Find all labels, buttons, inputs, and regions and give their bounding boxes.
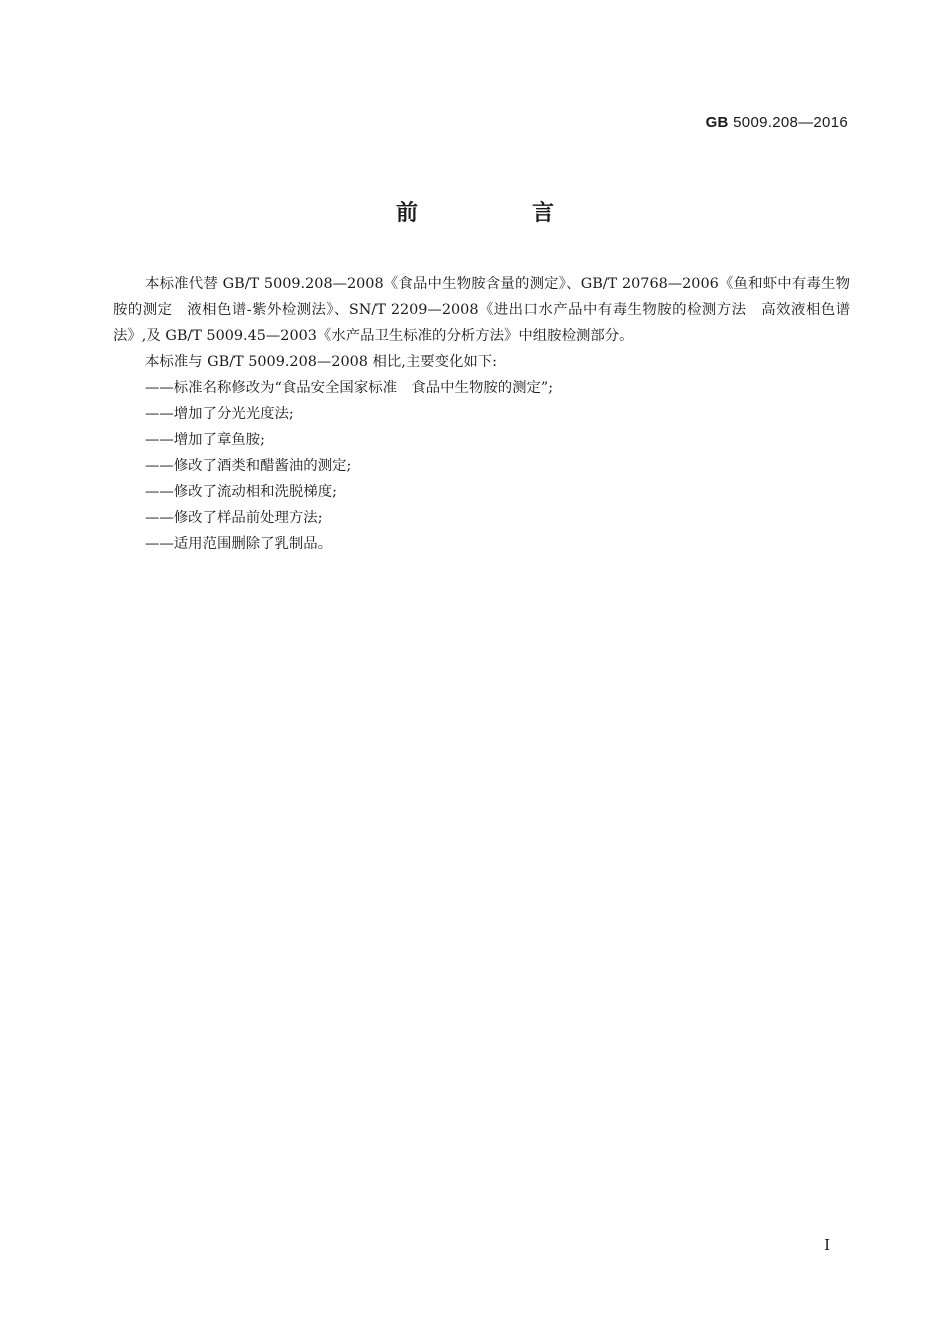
- standard-code-number: 5009.208—2016: [733, 114, 848, 131]
- standard-code: [706, 114, 848, 131]
- list-item: ——修改了流动相和洗脱梯度;: [145, 484, 337, 500]
- list-item: ——增加了分光光度法;: [145, 406, 294, 422]
- page-number: Ⅰ: [824, 1238, 830, 1254]
- page-title: 前 言: [395, 201, 600, 226]
- standard-code-prefix: GB: [705, 114, 729, 131]
- replacement-paragraph: 本标准代替 GB/T 5009.208—2008《食品中生物胺含量的测定》、GB/T 20768—2006《鱼和虾中有毒生物胺的测定 液相色谱-紫外检测法》、SN/T 2209—2008《进出口水产品中有毒生物胺的检测方法 高效液相色谱法》,及 GB/T 5009.45—2003《水产品卫生标准的分析方法》中组胺检测部分。: [113, 276, 850, 344]
- list-item: ——标准名称修改为“食品安全国家标准 食品中生物胺的测定”;: [145, 380, 554, 396]
- list-item: ——增加了章鱼胺;: [145, 432, 265, 448]
- changes-intro-paragraph: 本标准与 GB/T 5009.208—2008 相比,主要变化如下:: [145, 354, 498, 370]
- preface-body: [113, 271, 850, 557]
- changes-list: [113, 375, 850, 557]
- list-item: ——适用范围删除了乳制品。: [145, 536, 333, 552]
- list-item: ——修改了样品前处理方法;: [145, 510, 323, 526]
- list-item: ——修改了酒类和醋酱油的测定;: [145, 458, 352, 474]
